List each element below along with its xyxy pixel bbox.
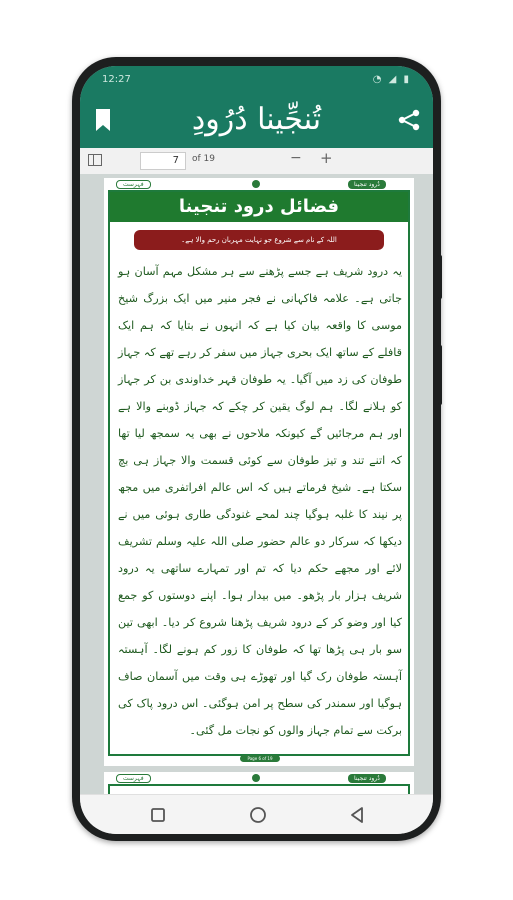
app-title: تُنجِّینا دُرُودِ [191,102,322,137]
page-header-label: دُرود تنجینا [348,180,386,189]
page-body-text: یہ درود شریف ہے جسے پڑھنے سے ہر مشکل مہم آسان ہو جاتی ہے۔ علامہ فاکہانی نے فجر منیر میں ایک بزرگ شیخ موسی کا واقعہ بیان کیا ہے کہ انہوں نے بتایا کہ ہم ایک قافلے کے ساتھ ایک بحری جہاز میں سفر کر رہے تھے کہ جہاز طوفان کی زد میں آگیا۔ یہ طوفان قہر خداوندی بن کر جہاز کو ہلانے لگا۔ ہم لوگ یقین کر چکے کہ جہاز ڈوبنے والا ہے اور ہم مرجائیں گے کیونکہ ملاحوں نے بھی یہ سمجھ لیا تھا کہ اتنے تند و تیز طوفان سے کوئی قسمت والا جہاز ہی بچ سکتا ہے۔ شیخ فرماتے ہیں کہ اس عالم افراتفری میں مجھ پر نیند کا غلبہ ہوگیا چند لمحے غنودگی طاری ہوئی میں نے دیکھا کہ سرکار دو عالم حضور صلی اللہ علیہ وسلم تشریف لائے اور مجھے حکم دیا کہ تم اور تمہارے ساتھی یہ درود شریف ہزار بار پڑھو۔ میں بیدار ہوا۔ اپنے دوستوں کو جمع کیا اور وضو کر کے درود شریف پڑھنا شروع کر دیا۔ ابھی تین سو بار ہی پڑھا تھا کہ طوفان کا زور کم ہونے لگا۔ آہستہ آہستہ طوفان رک گیا اور تھوڑے ہی وقت میں آسمان صاف ہوگیا اور سمندر کی سطح پر امن ہوگئی۔ اس درود پاک کی برکت سے تمام جہاز والوں کو نجات مل گئی۔ [118,265,402,737]
page-heading: فضائل درود تنجینا [110,192,408,222]
bookmark-icon[interactable] [94,108,112,132]
zoom-in-button[interactable]: + [320,149,333,167]
nav-back-icon[interactable] [346,803,370,827]
side-button [438,345,442,405]
document-page [104,178,414,766]
page-number-input[interactable]: 7 [140,152,186,170]
page-header-index: فہرست [116,180,151,189]
page-header-index: فہرست [116,774,151,783]
status-bar [80,66,433,94]
pdf-toolbar [80,148,433,175]
system-nav-bar [80,794,433,834]
sidebar-toggle-icon[interactable] [88,154,102,166]
share-icon[interactable] [397,108,421,132]
page-header-label: دُرود تنجینا [348,774,386,783]
phone-screen [80,66,433,834]
page-header-ornament [252,774,260,782]
page-header-ornament [252,180,260,188]
document-viewer[interactable] [80,174,433,794]
zoom-out-button[interactable]: − [290,150,302,166]
page-count: of 19 [192,154,215,164]
status-time: 12:27 [102,74,131,85]
status-icons: ◔ ◢ ▮ [372,74,411,85]
nav-home-icon[interactable] [246,803,270,827]
side-button [438,255,442,299]
app-bar [80,94,433,148]
nav-recents-icon[interactable] [146,803,170,827]
page-footer: Page 6 of 19 [240,755,280,762]
page-subtitle: اللہ کے نام سے شروع جو نہایت مہربان رحم والا ہے۔ [134,230,384,250]
